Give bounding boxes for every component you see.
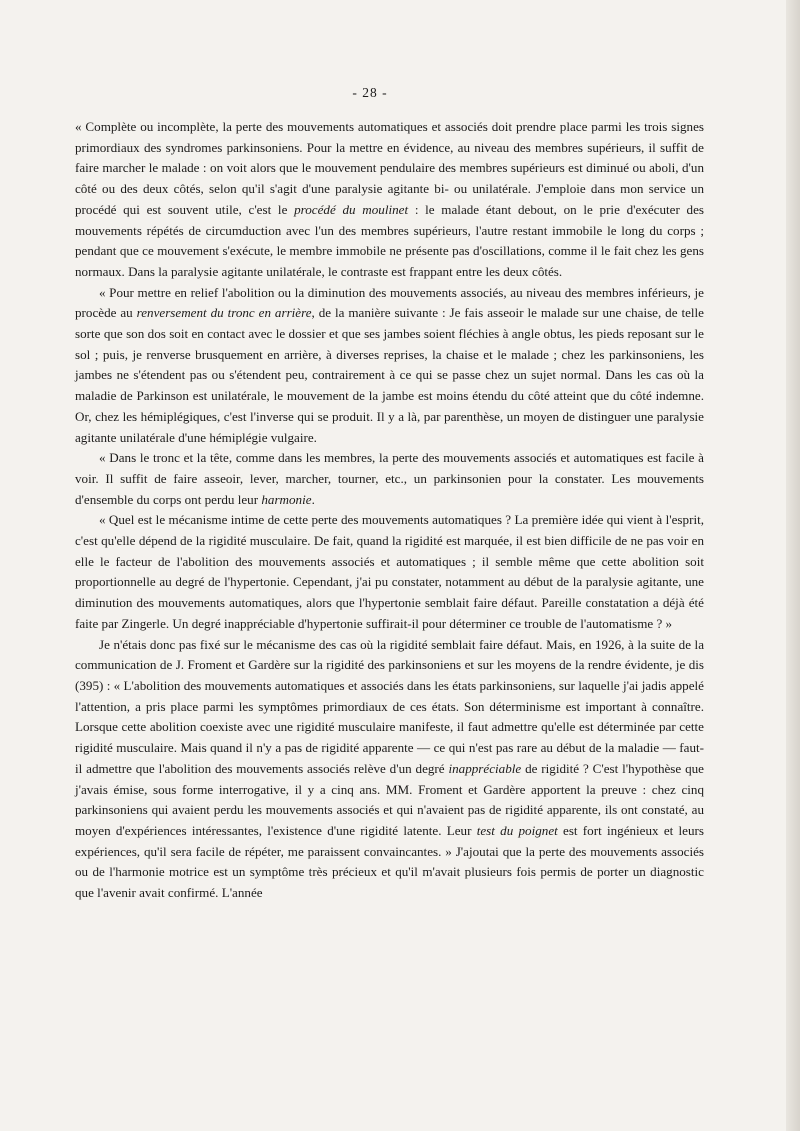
text-run: « Quel est le mécanisme intime de cette perte des mouvements automatiques ? La première idée qui vient à l'esprit, c'est qu'elle dépend de la rigidité musculaire. De fait, quand la rigidité est marquée, il est bien difficile de ne pas voir en elle le facteur de l'abolition des mouvements associés et automatiques ; il semble même que cette abolition soit proportionnelle au degré de l'hypertonie. Cependant, j'ai pu constater, notamment au début de la paralysie agitante, une diminution des mouvements automatiques, alors que l'hypertonie semblait faire défaut. Pareille constatation a déjà été faite par Zingerle. Un degré inappréciable d'hypertonie suffirait-il pour déterminer ce trouble de l'automatisme ? » xyxy=(75,512,704,631)
text-run: Je n'étais donc pas fixé sur le mécanisme des cas où la rigidité semblait faire défaut. Mais, en 1926, à la suite de la communication de J. Froment et Gardère sur la rigidité des parkinsoniens et sur les moyens de la rendre évidente, je dis (395) : « L'abolition des mouvements automatiques et associés dans les états parkinsoniens, sur laquelle j'ai jadis appelé l'attention, a pris place parmi les symptômes primordiaux de ces états. Son déterminisme est important à connaître. Lorsque cette abolition coexiste avec une rigidité musculaire manifeste, il faut admettre qu'elle est déterminée par cette rigidité musculaire. Mais quand il n'y a pas de rigidité apparente — ce qui n'est pas rare au début de la maladie — faut-il admettre que l'abolition des mouvements associés relève d'un degré xyxy=(75,636,704,776)
text-run: est fort ingénieux et leurs expériences, qu'il sera facile de répéter, me paraissent convaincantes. » J'ajoutai que la perte des mouvements associés ou de l'harmonie motrice est un symptôme très précieux et qu'il m'avait plusieurs fois permis de porter un diagnostic que l'avenir avait confirmé. L'année xyxy=(75,822,704,901)
text-run: : le malade étant debout, on le prie d'exécuter des mouvements répétés de circumduction avec l'un des membres supérieurs, l'autre restant immobile le long du corps ; pendant que ce mouvement s'exécute, le membre immobile ne présente pas d'oscillations, comme il le fait chez les gens normaux. Dans la paralysie agitante unilatérale, le contraste est frappant entre les deux côtés. xyxy=(75,201,704,279)
italic-run: renversement du tronc en arrière xyxy=(136,305,312,321)
text-run: « Complète ou incomplète, la perte des mouvements automatiques et associés doit prendre place parmi les trois signes primordiaux des syndromes parkinsoniens. Pour la mettre en évidence, au niveau des membres supérieurs, il suffit de faire marcher le malade : on voit alors que le mouvement pendulaire des membres supérieurs est diminué ou aboli, d'un côté ou des deux côtés, selon qu'il s'agit d'une paralysie agitante bi- ou unilatérale. J'emploie dans mon service un procédé qui est souvent utile, c'est le xyxy=(75,119,704,217)
italic-run: procédé du moulinet xyxy=(294,201,409,217)
text-run: « Dans le tronc et la tête, comme dans les membres, la perte des mouvements associés et automatiques est facile à voir. Il suffit de faire asseoir, lever, marcher, tourner, etc., un parkinsonien pour la constater. Les mouvements d'ensemble du corps ont perdu leur xyxy=(75,450,704,507)
paragraph-3 xyxy=(75,448,704,510)
text-run: , de la manière suivante : Je fais asseoir le malade sur une chaise, de telle sorte que son dos soit en contact avec le dossier et que ses jambes soient fléchies à angle obtus, les pieds reposant sur le sol ; puis, je renverse brusquement en arrière, à diverses reprises, la chaise et le malade ; chez les parkinsoniens, les jambes ne s'étendent pas ou s'étendent peu, contrairement à ce qui se passe chez un sujet normal. Dans les cas où la maladie de Parkinson est unilatérale, le mouvement de la jambe est moins étendu du côté atteint que du côté indemne. Or, chez les hémiplégiques, c'est l'inverse qui se produit. Il y a là, par parenthèse, un moyen de distinguer une paralysie agitante unilatérale d'une hémiplégie vulgaire. xyxy=(75,305,704,445)
paragraph-2 xyxy=(75,283,704,449)
text-run: . xyxy=(311,491,315,507)
page-number: - 28 - xyxy=(352,85,388,100)
page-edge xyxy=(786,0,800,1131)
paragraph-1 xyxy=(75,117,704,283)
italic-run: harmonie xyxy=(261,491,312,507)
paragraph-4 xyxy=(75,510,704,634)
italic-run: inappréciable xyxy=(448,760,522,776)
text-run: de rigidité ? C'est l'hypothèse que j'avais émise, sous forme interrogative, il y a cinq ans. MM. Froment et Gardère apportent la preuve : chez cinq parkinsoniens qui avaient perdu les mouvements associés et qui n'avaient pas de rigidité apparente, ils ont constaté, au moyen d'expériences intéressantes, l'existence d'une rigidité latente. Leur xyxy=(75,760,704,838)
paragraph-5 xyxy=(75,635,704,904)
italic-run: test du poignet xyxy=(476,822,558,838)
body-text xyxy=(75,117,704,904)
text-run: « Pour mettre en relief l'abolition ou la diminution des mouvements associés, au niveau des membres inférieurs, je procède au xyxy=(75,284,704,321)
